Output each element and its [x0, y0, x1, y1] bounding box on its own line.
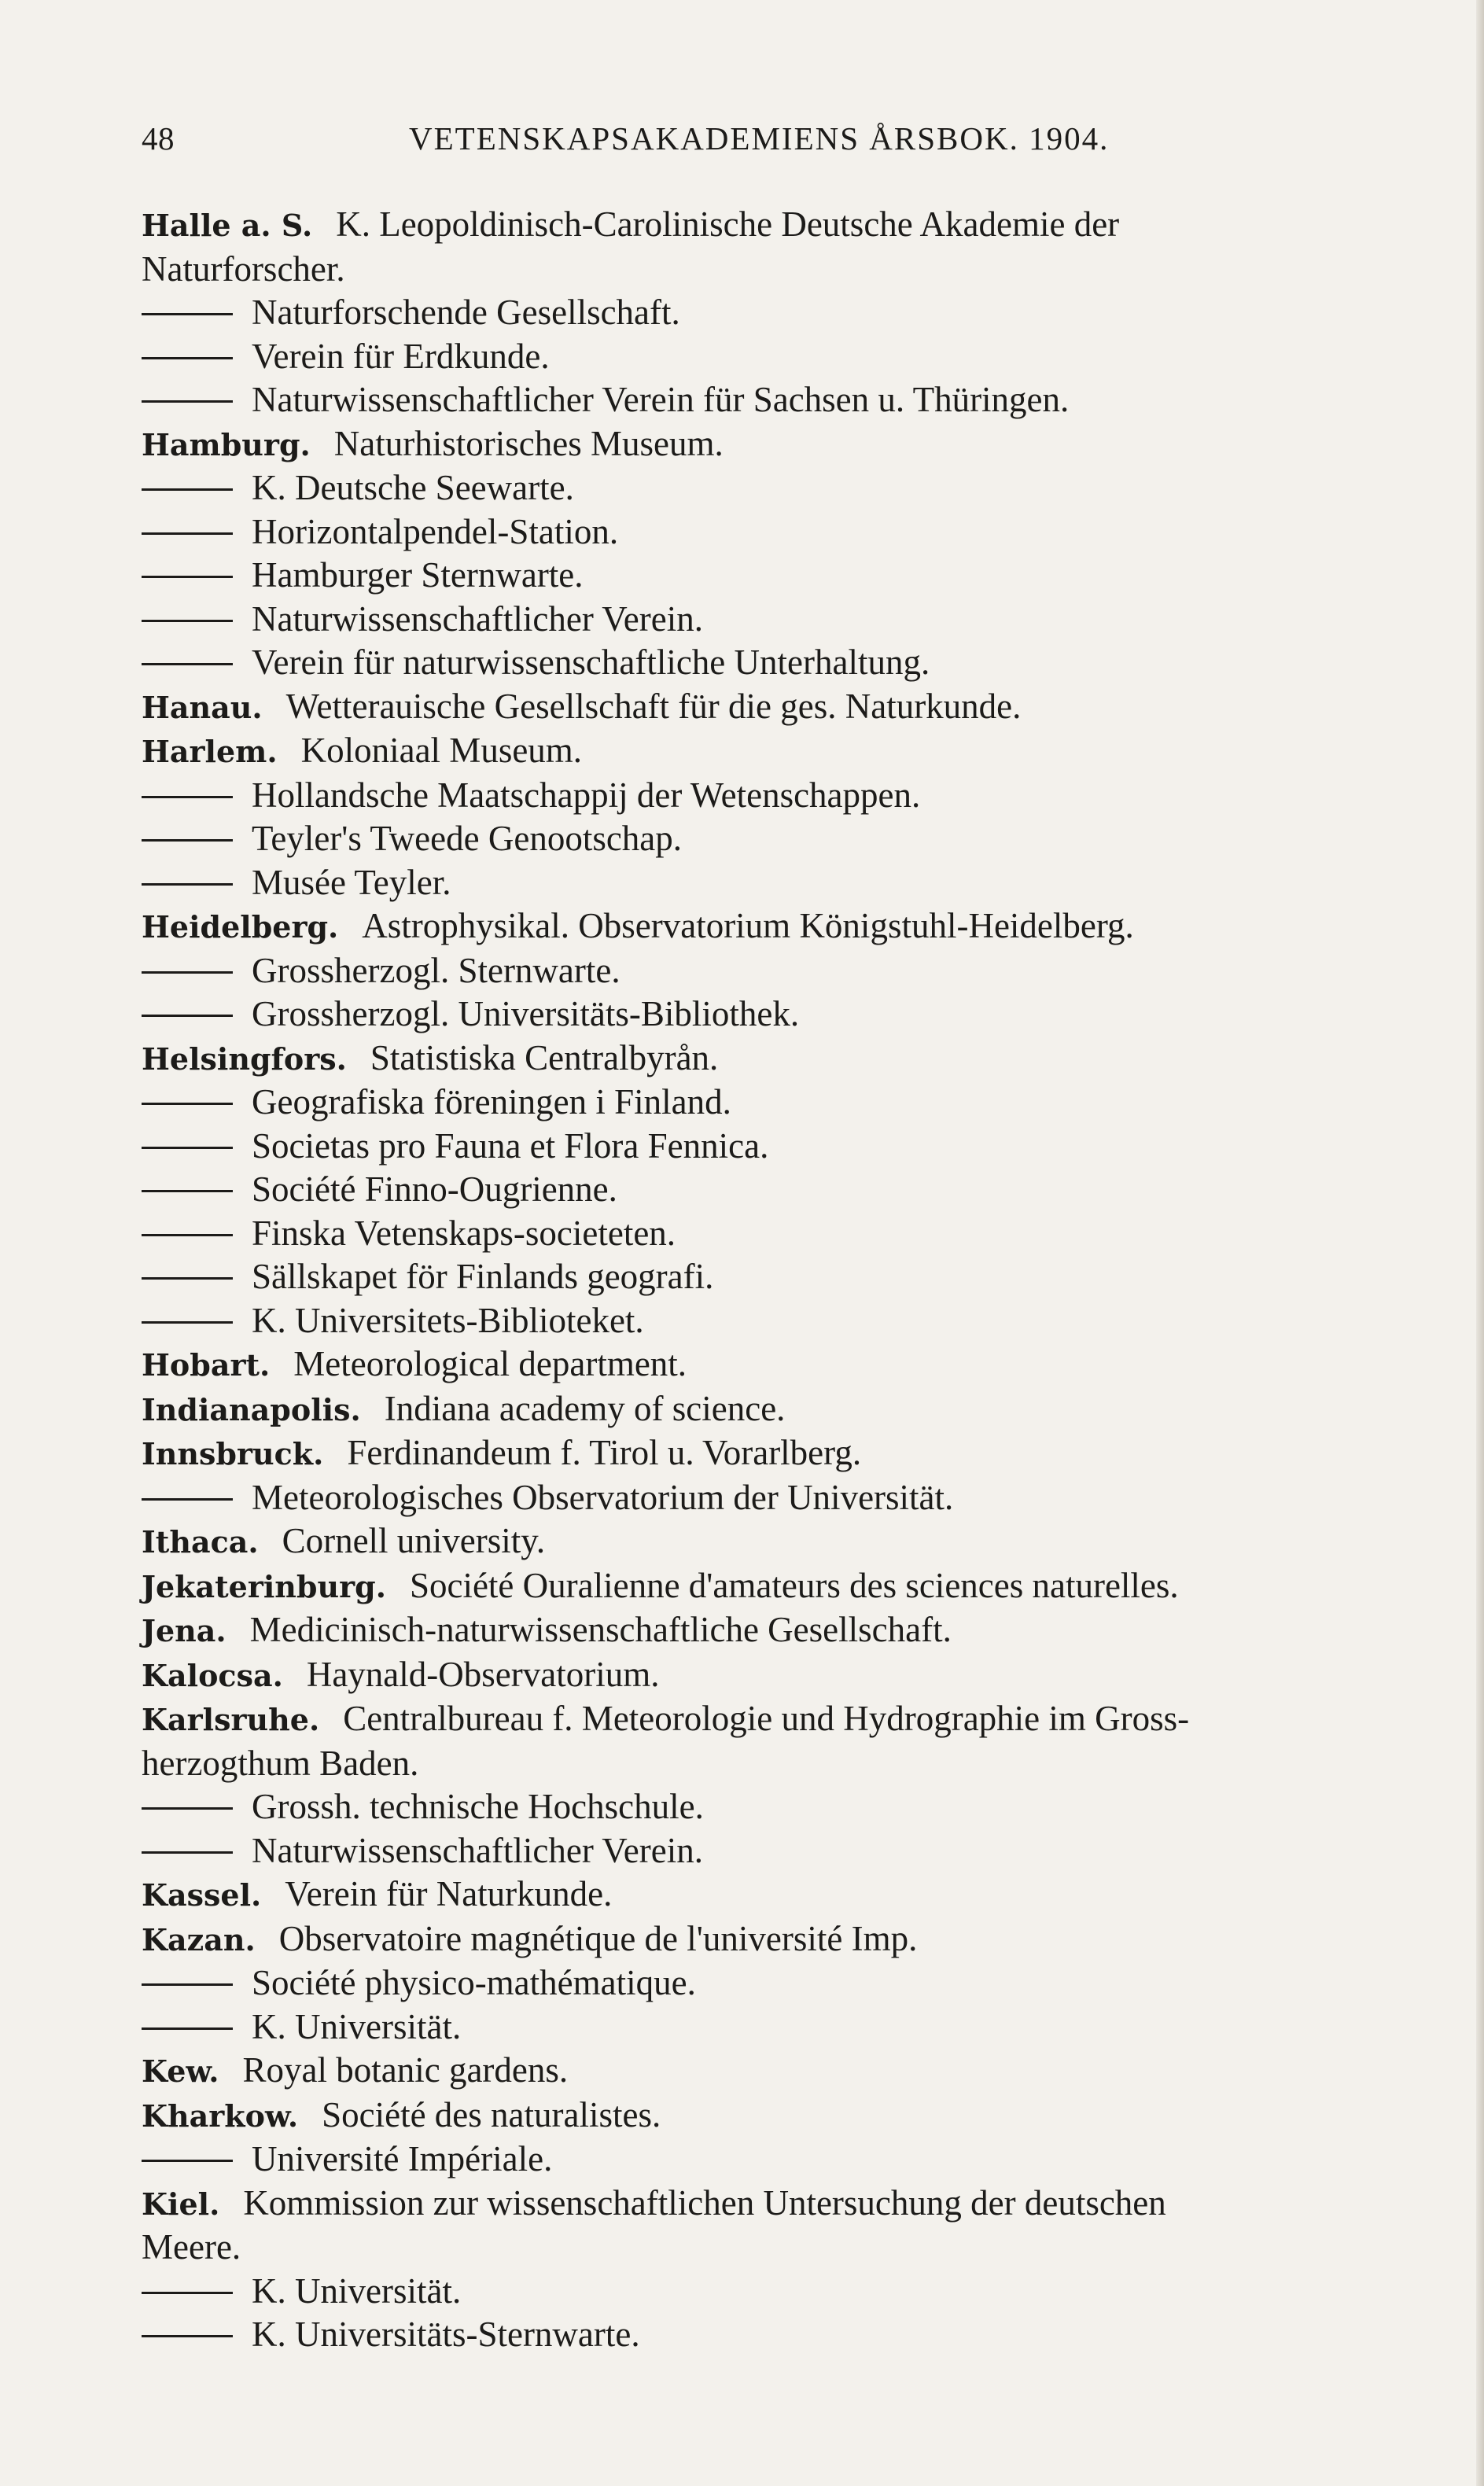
place-name: Kew.	[142, 2053, 219, 2089]
list-item	[142, 1873, 1400, 1917]
place-name: Harlem.	[142, 734, 278, 769]
place-name: Kiel.	[142, 2186, 220, 2222]
list-item	[142, 1829, 1400, 1873]
institution-name: Naturwissenschaftlicher Verein.	[252, 1830, 703, 1870]
institution-name: Verein für naturwissenschaftliche Unterhaltung.	[252, 643, 930, 682]
place-name: Jekaterinburg.	[142, 1568, 386, 1604]
ditto-dash	[142, 400, 233, 403]
institution-name: Astrophysikal. Observatorium Königstuhl-Heidelberg.	[362, 906, 1134, 945]
place-name: Kalocsa.	[142, 1657, 283, 1693]
institution-name: Royal botanic gardens.	[242, 2050, 569, 2090]
place-name: Hamburg.	[142, 426, 311, 462]
place-name: Heidelberg.	[142, 909, 339, 945]
institution-name: Université Impériale.	[252, 2139, 553, 2178]
ditto-dash	[142, 532, 233, 535]
institution-name: Verein für Naturkunde.	[285, 1874, 613, 1913]
ditto-dash	[142, 576, 233, 578]
place-name: Hobart.	[142, 1347, 271, 1383]
ditto-dash	[142, 1498, 233, 1501]
institution-name: Société des naturalistes.	[322, 2094, 661, 2134]
list-item	[142, 817, 1400, 861]
ditto-dash	[142, 1321, 233, 1324]
page-number: 48	[142, 120, 175, 157]
list-item	[142, 1476, 1400, 1520]
list-item	[142, 1081, 1400, 1125]
institution-name: Horizontalpendel-Station.	[252, 511, 619, 551]
institution-name: Statistiska Centralbyrån.	[370, 1037, 719, 1077]
institution-name: Meteorological department.	[293, 1344, 687, 1383]
institution-name: Meteorologisches Observatorium der Universität.	[252, 1477, 954, 1517]
institution-name: Société Ouralienne d'amateurs des sciences naturelles.	[409, 1565, 1179, 1605]
institution-name: K. Leopoldinisch-Carolinische Deutsche Akademie der	[336, 204, 1120, 244]
institution-name: Ferdinandeum f. Tirol u. Vorarlberg.	[347, 1433, 862, 1472]
list-item	[142, 510, 1400, 554]
ditto-dash	[142, 357, 233, 359]
list-item	[142, 1961, 1400, 2005]
list-item	[142, 2270, 1400, 2314]
list-item	[142, 203, 1400, 248]
list-item	[142, 1037, 1400, 1081]
running-header	[142, 120, 1400, 160]
list-item	[142, 2094, 1400, 2138]
list-item	[142, 291, 1400, 335]
list-item	[142, 466, 1400, 510]
list-item	[142, 1342, 1400, 1387]
list-item	[142, 1653, 1400, 1698]
list-item	[142, 422, 1400, 467]
list-item	[142, 904, 1400, 949]
place-name: Helsingfors.	[142, 1040, 347, 1077]
ditto-dash	[142, 1015, 233, 1017]
institution-name: Haynald-Observatorium.	[306, 1654, 660, 1694]
institution-name: Indiana academy of science.	[384, 1388, 786, 1428]
list-item	[142, 1255, 1400, 1299]
institution-name: Observatoire magnétique de l'université Imp.	[278, 1918, 918, 1958]
place-name: Karlsruhe.	[142, 1702, 320, 1737]
list-item	[142, 1387, 1400, 1432]
institution-name: Naturforschende Gesellschaft.	[252, 293, 680, 332]
list-item	[142, 2049, 1400, 2094]
list-item	[142, 554, 1400, 598]
institution-name: Centralbureau f. Meteorologie und Hydrographie im Gross-	[343, 1699, 1190, 1738]
place-name: Halle a. S.	[142, 208, 313, 243]
institution-name: Koloniaal Museum.	[300, 731, 583, 770]
institution-name: Verein für Erdkunde.	[252, 336, 550, 376]
ditto-dash	[142, 663, 233, 665]
place-name: Jena.	[142, 1613, 226, 1648]
institution-list	[142, 203, 1400, 2357]
institution-name-continuation: Meere.	[142, 2227, 241, 2267]
institution-name: Kommission zur wissenschaftlichen Untersuchung der deutschen	[243, 2182, 1166, 2223]
place-name: Innsbruck.	[142, 1436, 324, 1471]
institution-name: Wetterauische Gesellschaft für die ges. Naturkunde.	[285, 686, 1022, 726]
list-item	[142, 598, 1400, 642]
institution-name: Grossherzogl. Universitäts-Bibliothek.	[252, 994, 800, 1033]
ditto-dash	[142, 1190, 233, 1192]
ditto-dash	[142, 620, 233, 622]
institution-name: K. Universitets-Biblioteket.	[252, 1300, 644, 1340]
list-item	[142, 2313, 1400, 2357]
list-item	[142, 2005, 1400, 2050]
institution-name: Société Finno-Ougrienne.	[252, 1169, 617, 1209]
institution-name-continuation: Naturforscher.	[142, 249, 345, 289]
ditto-dash	[142, 839, 233, 842]
list-item	[142, 1564, 1400, 1609]
list-item	[142, 993, 1400, 1037]
institution-name: K. Universitäts-Sternwarte.	[252, 2315, 640, 2354]
ditto-dash	[142, 2027, 233, 2030]
ditto-dash	[142, 313, 233, 315]
running-title: VETENSKAPSAKADEMIENS ÅRSBOK. 1904.	[409, 120, 1110, 157]
institution-name: K. Universität.	[252, 2006, 462, 2046]
list-item	[142, 1697, 1400, 1742]
ditto-dash	[142, 1277, 233, 1280]
place-name: Indianapolis.	[142, 1391, 361, 1427]
institution-name: Société physico-mathématique.	[252, 1963, 696, 2002]
list-item	[142, 949, 1400, 993]
institution-name: Geografiska föreningen i Finland.	[252, 1082, 731, 1121]
list-item	[142, 729, 1400, 774]
list-item	[142, 1299, 1400, 1343]
institution-name: Musée Teyler.	[252, 862, 451, 902]
institution-name: K. Deutsche Seewarte.	[252, 468, 574, 507]
institution-name: Hamburger Sternwarte.	[252, 555, 584, 595]
page-edge	[1476, 0, 1484, 2486]
list-item	[142, 1608, 1400, 1653]
ditto-dash	[142, 1983, 233, 1986]
list-item	[142, 335, 1400, 379]
institution-name: Grossh. technische Hochschule.	[252, 1787, 704, 1826]
list-item	[142, 1519, 1400, 1564]
list-item	[142, 378, 1400, 422]
institution-name: Hollandsche Maatschappij der Wetenschappen.	[252, 775, 921, 815]
ditto-dash	[142, 1234, 233, 1236]
list-item	[142, 1212, 1400, 1256]
place-name: Kazan.	[142, 1921, 256, 1957]
list-item	[142, 2182, 1400, 2226]
list-item	[142, 1125, 1400, 1169]
institution-name: Sällskapet för Finlands geografi.	[252, 1257, 714, 1296]
institution-name-continuation: herzogthum Baden.	[142, 1743, 419, 1783]
institution-name: Grossherzogl. Sternwarte.	[252, 950, 620, 990]
place-name: Ithaca.	[142, 1524, 259, 1560]
list-item	[142, 1785, 1400, 1829]
institution-name: Societas pro Fauna et Flora Fennica.	[252, 1125, 769, 1166]
ditto-dash	[142, 1147, 233, 1149]
institution-name: K. Universität.	[252, 2271, 462, 2311]
institution-name: Naturwissenschaftlicher Verein.	[252, 598, 703, 639]
ditto-dash	[142, 883, 233, 886]
list-item	[142, 641, 1400, 685]
place-name: Hanau.	[142, 689, 263, 725]
ditto-dash	[142, 2160, 233, 2162]
ditto-dash	[142, 971, 233, 974]
list-item	[142, 861, 1400, 905]
list-item	[142, 685, 1400, 730]
institution-name: Naturhistorisches Museum.	[333, 423, 724, 463]
ditto-dash	[142, 2335, 233, 2337]
institution-name: Naturwissenschaftlicher Verein für Sachsen u. Thüringen.	[252, 380, 1070, 419]
institution-name: Teyler's Tweede Genootschap.	[252, 819, 683, 858]
list-item	[142, 2138, 1400, 2182]
ditto-dash	[142, 2292, 233, 2294]
institution-name: Medicinisch-naturwissenschaftliche Gesellschaft.	[249, 1610, 952, 1649]
ditto-dash	[142, 1851, 233, 1854]
ditto-dash	[142, 796, 233, 798]
ditto-dash	[142, 1103, 233, 1105]
institution-name: Cornell university.	[282, 1521, 546, 1560]
ditto-dash	[142, 488, 233, 491]
place-name: Kharkow.	[142, 2097, 299, 2134]
institution-name: Finska Vetenskaps-societeten.	[252, 1213, 676, 1253]
ditto-dash	[142, 1807, 233, 1810]
place-name: Kassel.	[142, 1877, 262, 1913]
list-item	[142, 1168, 1400, 1212]
list-item	[142, 1431, 1400, 1476]
list-item	[142, 1917, 1400, 1962]
list-item	[142, 774, 1400, 818]
